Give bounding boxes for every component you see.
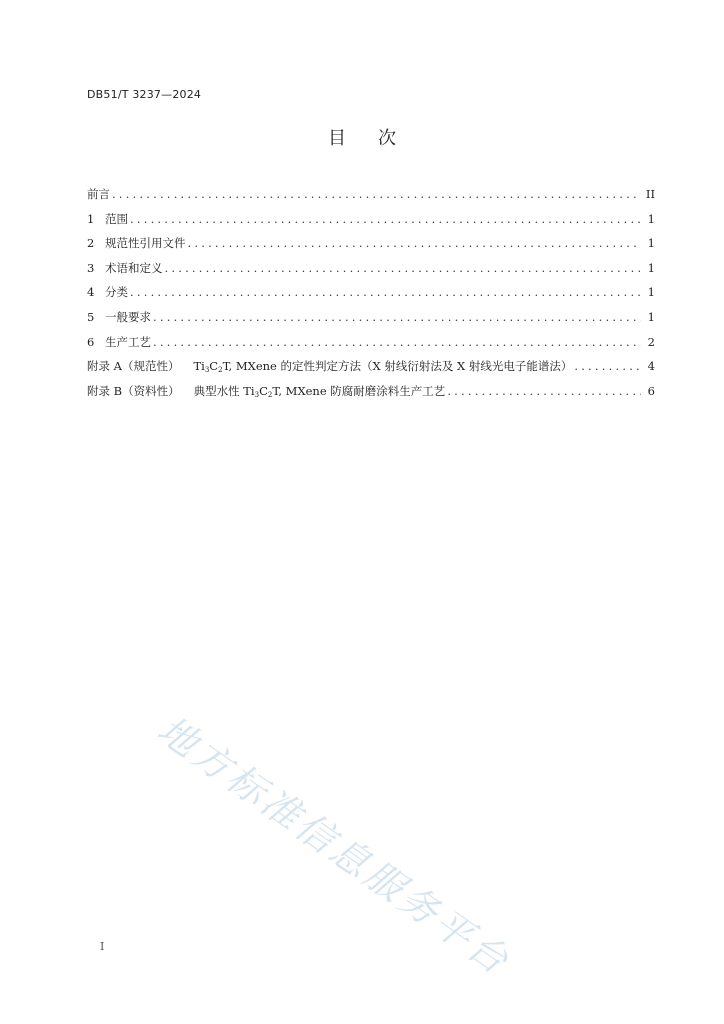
toc-entry-5[interactable] [87,309,655,334]
toc-entry-number: 1 [87,211,95,226]
appendix-tag: 附录 B（资料性） [87,383,180,398]
document-code: DB51/T 3237—2024 [87,88,202,101]
toc-leader [153,334,641,350]
toc-entry-number: 3 [87,260,95,275]
toc-entry-title: 分类 [105,285,128,300]
toc-leader [574,358,641,374]
toc-leader [112,186,641,202]
toc-entry-page: 4 [647,359,655,374]
toc-entry-page: 1 [647,309,655,324]
toc-title [0,124,724,150]
toc-entry-1[interactable] [87,211,655,236]
toc-entry-page: 1 [647,285,655,300]
toc-entry-3[interactable] [87,260,655,285]
toc-leader [130,211,641,227]
appendix-tag: 附录 A（规范性） [87,359,180,374]
toc-leader [188,235,642,251]
toc-entry-foreword[interactable] [87,186,655,211]
page-number: I [100,940,105,953]
toc-entry-title: 范围 [105,211,128,226]
watermark: 地方标准信息服务平台 [149,707,519,985]
toc-entry-title: 术语和定义 [105,260,163,275]
toc-entry-number: 6 [87,334,95,349]
toc-entry-appendix-b[interactable] [87,383,655,408]
toc-entry-title: 规范性引用文件 [105,236,186,251]
toc-entry-title: 生产工艺 [105,334,151,349]
toc-title-right: 次 [378,128,396,149]
toc-entry-page: 6 [647,383,655,398]
appendix-title: 典型水性 $Ti_3C_2T$, MXene 防腐耐磨涂料生产工艺 [193,383,446,399]
toc-entry-page: 1 [647,260,655,275]
appendix-title: $Ti_3C_2T$, MXene 的定性判定方法（X 射线衍射法及 X 射线光电子能谱法） [193,359,573,375]
toc-entry-number: 4 [87,285,95,300]
toc-entry-number: 2 [87,236,95,251]
toc-title-left: 目 [328,128,346,149]
toc-leader [130,284,641,300]
toc-entry-2[interactable] [87,235,655,260]
toc-leader [153,309,641,325]
toc-entry-page: II [645,187,655,201]
toc-entry-page: 2 [647,334,655,349]
toc-list [87,186,655,407]
toc-entry-appendix-a[interactable] [87,358,655,383]
toc-leader [447,383,641,399]
toc-entry-title: 一般要求 [105,309,151,324]
toc-entry-number: 5 [87,309,95,324]
toc-entry-6[interactable] [87,334,655,359]
toc-entry-title: 前言 [87,187,110,201]
toc-entry-page: 1 [647,236,655,251]
toc-entry-4[interactable] [87,284,655,309]
toc-entry-page: 1 [647,211,655,226]
toc-leader [165,260,642,276]
